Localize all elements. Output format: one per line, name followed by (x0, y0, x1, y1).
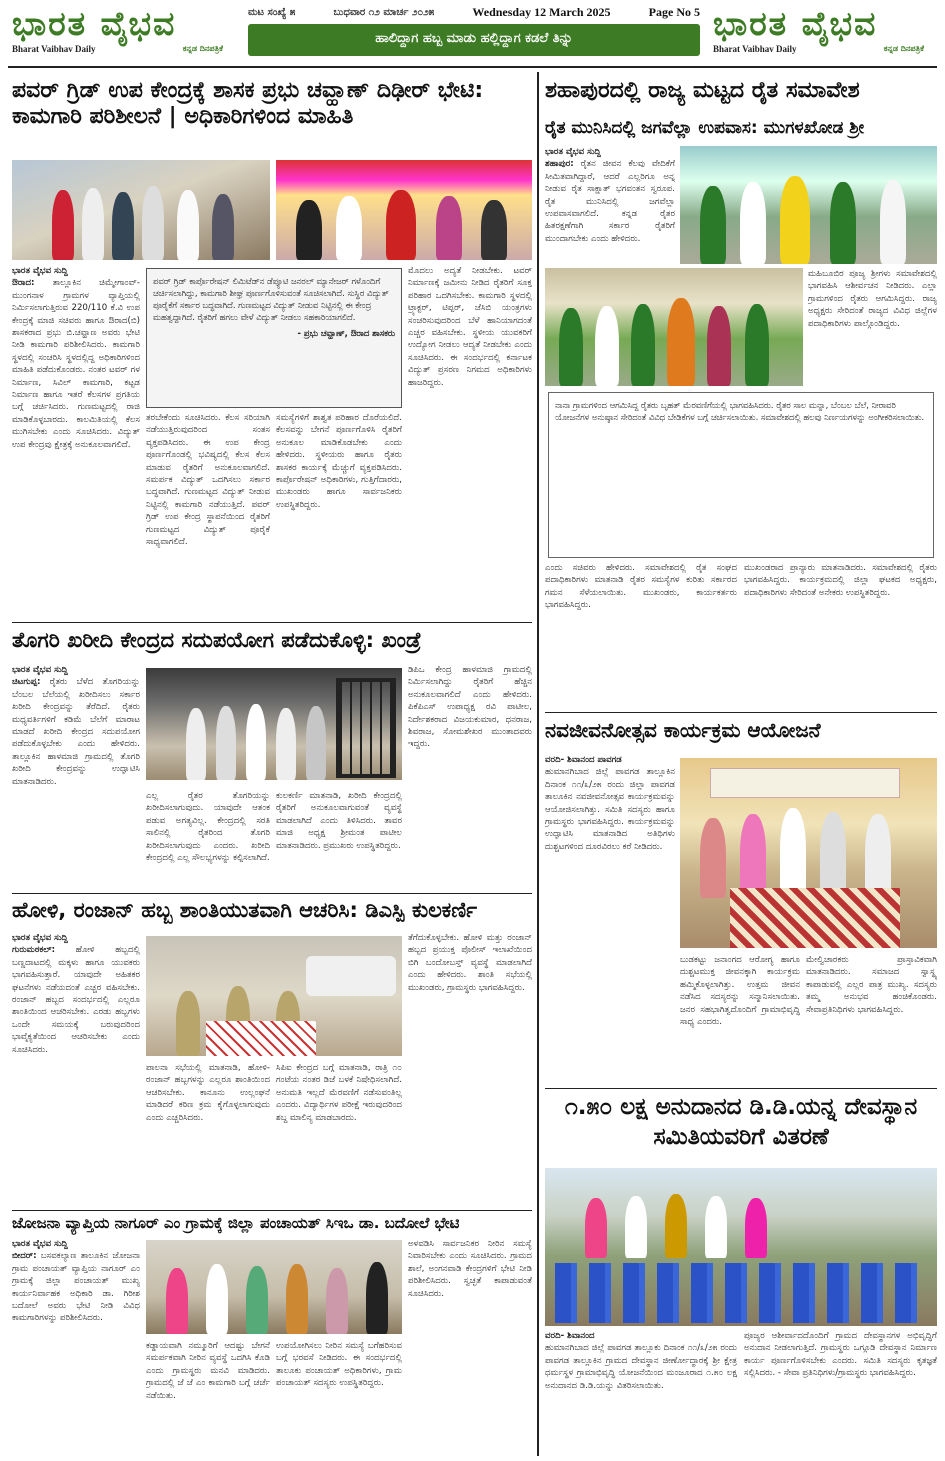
date-english: Wednesday 12 March 2025 (472, 4, 611, 19)
article-farmers-col3: ಎಂದು ಸಚಿವರು ಹೇಳಿದರು. ಸಮಾವೇಶದಲ್ಲಿ ರೈತ ಸಂಘದ ಪದಾಧಿಕಾರಿಗಳು ಮಾತನಾಡಿ ರೈತರ ಸಮಸ್ಯೆಗಳ ಕುರಿತು ಸರ್ಕಾರದ ಗಮನ ಸೆಳೆಯಲಾಯಿತು. ಮುಖಂಡರು, ಕಾರ್ಯಕರ್ತರು ಭಾಗವಹಿಸಿದ್ದರು. (545, 563, 737, 611)
photo-farmers-stage (545, 268, 803, 386)
article-holi-col4: ತೆಗೆದುಕೊಳ್ಳಬೇಕು. ಹೋಳಿ ಮತ್ತು ರಂಜಾನ್ ಹಬ್ಬದ ಪ್ರಯುಕ್ತ ಪೊಲೀಸ್ ಇಲಾಖೆಯಿಂದ ಬಿಗಿ ಬಂದೋಬಸ್ತ್ ವ್ಯವಸ್ಥೆ ಮಾಡಲಾಗಿದೆ ಎಂದು ಹೇಳಿದರು. ಶಾಂತಿ ಸಭೆಯಲ್ಲಿ ಮುಖಂಡರು, ಗ್ರಾಮಸ್ಥರು ಭಾಗವಹಿಸಿದ್ದರು. (408, 933, 532, 993)
headline-temple-grant: ೧.೫೦ ಲಕ್ಷ ಅನುದಾನದ ಡಿ.ಡಿ.ಯನ್ನ ದೇವಸ್ಥಾನ ಸಮಿತಿಯವರಿಗೆ ವಿತರಣೆ (564, 1094, 918, 1150)
byline: ಭಾರತ ವೈಭವ ಸುದ್ದಿ (12, 665, 68, 675)
dateline: ಬೀದರ್: (12, 1251, 37, 1262)
page-number: Page No 5 (648, 4, 700, 19)
article-thogari-col4: ಡಿಪಿಒ ಕೇಂದ್ರ ಹಾಳಮಾಜಿ ಗ್ರಾಮದಲ್ಲಿ ನಿರ್ಮಿಸಲಾಗಿದ್ದು ರೈತರಿಗೆ ಹೆಚ್ಚಿನ ಅನುಕೂಲವಾಗಲಿದೆ ಎಂದು ಹೇಳಿದರು. ಪಿಕೆಪಿಎಸ್ ಉಪಾಧ್ಯಕ್ಷ ರವಿ ಪಾಟೀಲ, ನಿರ್ದೇಶಕರಾದ ವಿಜಯಕುಮಾರ, ಧನರಾಜ, ಶಿವರಾಜ, ಸೋಮಶೇಖರ ಮುಂತಾದವರು ಇದ್ದರು. (408, 665, 532, 750)
byline: ಭಾರತ ವೈಭವ ಸುದ್ದಿ (545, 147, 601, 157)
photo-temple-grant (545, 1168, 937, 1326)
article-farmers-col2: ಮಹಿಬೂಬಿರ ಪೂಜ್ಯ ಶ್ರೀಗಳು ಸಮಾವೇಶದಲ್ಲಿ ಭಾಗವಹಿಸಿ ಆಶೀರ್ವಚನ ನೀಡಿದರು. ಎಲ್ಲಾ ಗ್ರಾಮಗಳಿಂದ ರೈತರು ಆಗಮಿಸಿದ್ದರು. ರಾಜ್ಯ ಅಧ್ಯಕ್ಷರು ಸೇರಿದಂತೆ ರಾಜ್ಯದ ವಿವಿಧ ಜಿಲ್ಲೆಗಳ ಪದಾಧಿಕಾರಿಗಳು ಪಾಲ್ಗೊಂಡಿದ್ದರು. (808, 269, 937, 329)
date-kannada: ಬುಧವಾರ ೧೨ ಮಾರ್ಚ ೨೦೨೫ (333, 6, 435, 18)
headline-thogari: ತೊಗರಿ ಖರೀದಿ ಕೇಂದ್ರದ ಸದುಪಯೋಗ ಪಡೆದುಕೊಳ್ಳಿ: ಖಂಡ್ರೆ (12, 628, 422, 652)
article-ceo-col3: ಉಪಯೋಗಿಸಲು ನೀರಿನ ಸಮಸ್ಯೆ ಬಗೆಹರಿಸುವ ಬಗ್ಗೆ ಭರವಸೆ ನೀಡಿದರು. ಈ ಸಂದರ್ಭದಲ್ಲಿ ತಾಲೂಕು ಪಂಚಾಯತ್ ಅಧಿಕಾರಿಗಳು, ಗ್ರಾಮ ಪಂಚಾಯತ್ ಸದಸ್ಯರು ಉಪಸ್ಥಿತರಿದ್ದರು. (276, 1341, 402, 1389)
byline: ಭಾರತ ವೈಭವ ಸುದ್ದಿ (12, 1239, 68, 1249)
masthead-right (713, 4, 938, 62)
headline-power-grid: ಪವರ್ ಗ್ರಿಡ್ ಉಪ ಕೇಂದ್ರಕ್ಕೆ ಶಾಸಕ ಪ್ರಭು ಚವ್ಹಾಣ್ ದಿಢೀರ್ ಭೇಟಿ: ಕಾಮಗಾರಿ ಪರಿಶೀಲನೆ | ಅಧಿಕಾರಿಗಳಿಂದ ಮಾಹಿತಿ (12, 78, 484, 130)
article-holi-col1 (12, 932, 140, 1207)
article-ceo-col4: ಅಳವಡಿಸಿ ಸಾರ್ವಜನಿಕರ ನೀರಿನ ಸಮಸ್ಯೆ ನಿವಾರಿಸಬೇಕು ಎಂದು ಸೂಚಿಸಿದರು. ಗ್ರಾಮದ ಶಾಲೆ, ಅಂಗನವಾಡಿ ಕೇಂದ್ರಗಳಿಗೆ ಭೇಟಿ ನೀಡಿ ಪರಿಶೀಲಿಸಿದರು. ಸ್ವಚ್ಛತೆ ಕಾಪಾಡುವಂತೆ ಸೂಚಿಸಿದರು. (408, 1239, 532, 1299)
body-text: ಹುಮಾನಗಿಬಾದ ಜಿಲ್ಲೆ ಪಾವಗಡ ತಾಲ್ಲೂಕಿನ ದಿನಾಂಕ ೧೧/೩/೨೫ ರಂದು ಜಿಲ್ಲಾ ಪಾವಗಡ ತಾಲೂಕಿನ ನವಜೀವನೋತ್ಸವ ಕಾರ್ಯಕ್ರಮವನ್ನು ಆಯೋಜಿಸಲಾಗಿತ್ತು. ಸಮಿತಿ ಸದಸ್ಯರು ಹಾಗೂ ಗ್ರಾಮಸ್ಥರು ಭಾಗವಹಿಸಿದ್ದರು. ಕಾರ್ಯಕ್ರಮವನ್ನು ಉದ್ಘಾಟಿಸಿ ಮಾತನಾಡಿದ ಅತಿಥಿಗಳು ದುಶ್ಚಟಗಳಿಂದ ದೂರವಿರಲು ಕರೆ ನೀಡಿದರು. (545, 767, 675, 852)
photo-peace-meeting (146, 936, 402, 1056)
body-text: ತಾಲ್ಲೂಕಿನ ಚಿಮ್ಮೇಗಾಂವ್-ಮುಂಗನಾಳ ಗ್ರಾಮಗಳ ವ್ಯಾಪ್ತಿಯಲ್ಲಿ ನಿರ್ಮಿಸಲಾಗುತ್ತಿರುವ 220/110 ಕೆ.ವಿ ಉಪ ಕೇಂದ್ರಕ್ಕೆ ಮಾಜಿ ಸಚಿವರು ಹಾಗೂ ಔರಾದ(ಬಿ) ಶಾಸಕರಾದ ಪ್ರಭು ಬಿ.ಚವ್ಹಾಣ ಅವರು ಭೇಟಿ ನೀಡಿ ಕಾಮಗಾರಿ ಪರಿಶೀಲಿಸಿದರು. ಕಾಮಗಾರಿ ಸ್ಥಳದಲ್ಲಿ ಸಂಚರಿಸಿ ಸ್ಥಳದಲ್ಲಿದ್ದ ಅಧಿಕಾರಿಗಳಿಂದ ಮಾಹಿತಿ ಪಡೆದುಕೊಂಡರು. ನಂತರ ಟವರ್ ಗಳ ನಿರ್ಮಾಣ, ಸಿವಿಲ್ ಕಾಮಗಾರಿ, ಕಟ್ಟಡ ನಿರ್ಮಾಣ ಹಾಗೂ ಇತರೆ ಕೆಲಸಗಳ ಪ್ರಗತಿಯ ಬಗ್ಗೆ ಚರ್ಚಿಸಿದರು. ಗುಣಮಟ್ಟದಲ್ಲಿ ರಾಜಿ ಮಾಡಿಕೊಳ್ಳಬಾರದು. ಕಾಲಮಿತಿಯಲ್ಲಿ ಕೆಲಸ ಮುಗಿಸಬೇಕು ಎಂದು ಸೂಚಿಸಿದರು. ವಿದ್ಯುತ್ ಉಪ ಕೇಂದ್ರವು ಕ್ಷೇತ್ರಕ್ಕೆ ಅನುಕೂಲವಾಗಲಿದೆ. (12, 278, 140, 450)
masthead-tagline: ಕನ್ನಡ ದಿನಪತ್ರಿಕೆ (182, 44, 223, 53)
photo-power-grid-site (12, 160, 270, 260)
article-thogari-col2: ಎಲ್ಲ ರೈತರ ತೊಗರಿಯನ್ನು ಖರೀದಿಸಲಾಗುವುದು. ಯಾವುದೇ ಆತಂಕ ಪಡುವ ಅಗತ್ಯವಿಲ್ಲ. ಕೇಂದ್ರದಲ್ಲಿ ಸರತಿ ಸಾಲಿನಲ್ಲಿ ರೈತರಿಂದ ತೊಗರಿ ಖರೀದಿಸಲಾಗುವುದು ಎಂದರು. ಖರೀದಿ ಕೇಂದ್ರದಲ್ಲಿ ಎಲ್ಲ ಸೌಲಭ್ಯಗಳನ್ನು ಕಲ್ಪಿಸಲಾಗಿದೆ. (146, 791, 270, 864)
headline-holi-ramzan: ಹೋಳಿ, ರಂಜಾನ್ ಹಬ್ಬ ಶಾಂತಿಯುತವಾಗಿ ಆಚರಿಸಿ: ಡಿಎಸ್ಪಿ ಕುಲಕರ್ಣಿ (12, 898, 477, 922)
headline-farmers-convention: ಶಹಾಪುರದಲ್ಲಿ ರಾಜ್ಯ ಮಟ್ಟದ ರೈತ ಸಮಾವೇಶ (545, 78, 860, 103)
article-navajeevan-col1 (545, 754, 675, 954)
article-power-grid-col4: ಮೊದಲು ಅದ್ಯತೆ ನೀಡಬೇಕು. ಟವರ್ ನಿರ್ಮಾಣಕ್ಕೆ ಜಮೀನು ನೀಡಿದ ರೈತರಿಗೆ ಸೂಕ್ತ ಪರಿಹಾರ ಒದಗಿಸಬೇಕು. ಕಾಮಗಾರಿ ಸ್ಥಳದಲ್ಲಿ ಟ್ರ್ಯಾಕ್ಟರ್, ಟಿಪ್ಪರ್, ಜೆಸಿಬಿ ಯಂತ್ರಗಳು ಸಂಚರಿಸುವುದರಿಂದ ಬೆಳೆ ಹಾನಿಯಾಗದಂತೆ ಎಚ್ಚರ ವಹಿಸಬೇಕು. ಸ್ಥಳೀಯ ಯುವಕರಿಗೆ ಉದ್ಯೋಗ ನೀಡಲು ಆದ್ಯತೆ ನೀಡಬೇಕು ಎಂದು ಸೂಚಿಸಿದರು. ಈ ಸಂದರ್ಭದಲ್ಲಿ ಕರ್ನಾಟಕ ವಿದ್ಯುತ್ ಪ್ರಸರಣ ನಿಗಮದ ಅಧಿಕಾರಿಗಳು ಹಾಜರಿದ್ದರು. (408, 266, 532, 388)
masthead-subtitle-right: Bharat Vaibhav Daily (713, 44, 797, 54)
article-divider (545, 712, 937, 713)
body-text: ಬಸವಕಲ್ಯಾಣ ತಾಲೂಕಿನ ಜೋಜನಾ ಗ್ರಾಮ ಪಂಚಾಯತ್ ವ್ಯಾಪ್ತಿಯ ನಾಗೂರ್ ಎಂ ಗ್ರಾಮಕ್ಕೆ ಜಿಲ್ಲಾ ಪಂಚಾಯತ್ ಮುಖ್ಯ ಕಾರ್ಯನಿರ್ವಾಹಕ ಅಧಿಕಾರಿ ಡಾ. ಗಿರೀಶ ಬದೋಲೆ ಅವರು ಭೇಟಿ ನೀಡಿ ವಿವಿಧ ಕಾಮಗಾರಿಗಳನ್ನು ಪರಿಶೀಲಿಸಿದರು. (12, 1251, 140, 1324)
issue-bar (248, 4, 700, 20)
article-divider (545, 1088, 937, 1089)
body-text: ರೈತನ ಜೀವನ ಕೆಲವು ವೇದಿಕೆಗೆ ಸೀಮಿತವಾಗಿದ್ದಾರೆ, ಆದರೆ ಎಲ್ಲರಿಗೂ ಅನ್ನ ನೀಡುವ ರೈತ ಸಾಕ್ಷಾತ್ ಭಗವಂತನ ಸ್ವರೂಪ. ರೈತ ಮುನಿಸಿದಲ್ಲಿ ಜಗವೆಲ್ಲಾ ಉಪವಾಸವಾಗಲಿದೆ. ಕನ್ನಡ ರೈತರ ಹಿತರಕ್ಷಣೆಗಾಗಿ ಸರ್ಕಾರ ರೈತರಿಗೆ ಮುಂದಾಗಬೇಕು ಎಂದು ಹೇಳಿದರು. (545, 159, 675, 244)
photo-thogari-inauguration (146, 668, 402, 780)
masthead-subtitle: Bharat Vaibhav Daily (12, 44, 96, 54)
article-farmers-col1 (545, 146, 675, 262)
article-thogari-col3: ಕುಲಕರ್ಣಿ ಮಾತನಾಡಿ, ಖರೀದಿ ಕೇಂದ್ರದಲ್ಲಿ ರೈತರಿಗೆ ಅನುಕೂಲವಾಗುವಂತೆ ವ್ಯವಸ್ಥೆ ಮಾಡಲಾಗಿದೆ ಎಂದು ತಿಳಿಸಿದರು. ತಾವರ ಮಾಜಿ ಅಧ್ಯಕ್ಷ ಶ್ರೀಮಂತ ಪಾಟೀಲ ಮಾತನಾಡಿದರು. ಪ್ರಮುಖರು ಉಪಸ್ಥಿತರಿದ್ದರು. (276, 791, 402, 851)
article-divider (12, 1210, 532, 1211)
dateline: ಚಿಟಗುಪ್ಪ: (12, 677, 41, 688)
dateline: ಔರಾದ: (12, 278, 35, 289)
subhead-farmers-convention: ರೈತ ಮುನಿಸಿದಲ್ಲಿ ಜಗವೆಲ್ಲಾ ಉಪವಾಸ: ಮುಗಳಖೋಡ ಶ್ರೀ (545, 118, 865, 138)
article-divider (12, 893, 532, 894)
dateline: ಗುರುಮಠಕಲ್: (12, 945, 56, 956)
article-temple-col1 (545, 1330, 737, 1456)
dateline: ಶಹಾಪುರ: (545, 159, 574, 170)
photo-ceo-visit (146, 1240, 402, 1334)
article-temple-col2: ಪೂಜ್ಯರ ಆಶೀರ್ವಾದದೊಂದಿಗೆ ಗ್ರಾಮದ ದೇವಸ್ಥಾನಗಳ ಅಭಿವೃದ್ಧಿಗೆ ಅನುದಾನ ನೀಡಲಾಗುತ್ತಿದೆ. ಗ್ರಾಮಸ್ಥರು ಒಗ್ಗೂಡಿ ದೇವಸ್ಥಾನ ನಿರ್ಮಾಣ ಕಾರ್ಯ ಪೂರ್ಣಗೊಳಿಸಬೇಕು ಎಂದರು. ಸಮಿತಿ ಸದಸ್ಯರು ಕೃತಜ್ಞತೆ ಸಲ್ಲಿಸಿದರು. - ಸೇವಾ ಪ್ರತಿನಿಧಿಗಳು/ಗ್ರಾಮಸ್ಥರು ಭಾಗವಹಿಸಿದ್ದರು. (744, 1331, 937, 1379)
byline: ವರದಿ- ಶಿವಾನಂದ (545, 1331, 595, 1341)
masthead-title-right: ಭಾರತ ವೈಭವ (713, 4, 878, 43)
body-text: ಹುಮಾನಗಿಬಾದ ಜಿಲ್ಲೆ ಪಾವಗಡ ತಾಲ್ಲೂಕು ದಿನಾಂಕ ೧೧/೩/೨೫ ರಂದು ಪಾವಗಡ ತಾಲ್ಲೂಕಿನ ಗ್ರಾಮದ ದೇವಸ್ಥಾನ ಜೀರ್ಣೋದ್ಧಾರಕ್ಕೆ ಶ್ರೀ ಕ್ಷೇತ್ರ ಧರ್ಮಸ್ಥಳ ಗ್ರಾಮಾಭಿವೃದ್ಧಿ ಯೋಜನೆಯಿಂದ ಮಂಜೂರಾದ ೧.೫೦ ಲಕ್ಷ ಅನುದಾನದ ಡಿ.ಡಿ.ಯನ್ನು ವಿತರಿಸಲಾಯಿತು. (545, 1343, 737, 1391)
article-holi-col2: ಪಾಲನಾ ಸಭೆಯಲ್ಲಿ ಮಾತನಾಡಿ, ಹೋಳಿ-ರಂಜಾನ್ ಹಬ್ಬಗಳನ್ನು ಎಲ್ಲರೂ ಶಾಂತಿಯಿಂದ ಆಚರಿಸಬೇಕು. ಕಾನೂನು ಉಲ್ಲಂಘನೆ ಮಾಡಿದರೆ ಕಠಿಣ ಕ್ರಮ ಕೈಗೊಳ್ಳಲಾಗುವುದು ಎಂದು ಎಚ್ಚರಿಸಿದರು. (146, 1063, 270, 1123)
photo-navajeevan-event (680, 758, 937, 948)
issue-number: ಮಟ ಸಂಖ್ಯೆ ೫ (248, 6, 296, 18)
slogan-bar: ಹಾಲಿದ್ದಾಗ ಹಬ್ಬ ಮಾಡು ಹಲ್ಲಿದ್ದಾಗ ಕಡಲೆ ತಿನ್ನು (248, 24, 700, 56)
byline: ಭಾರತ ವೈಭವ ಸುದ್ದಿ (12, 266, 68, 276)
top-rule (8, 66, 937, 68)
article-ceo-col1 (12, 1238, 140, 1456)
headline-navajeevanotsava: ನವಜೀವನೋತ್ಸವ ಕಾರ್ಯಕ್ರಮ ಆಯೋಜನೆ (545, 718, 821, 742)
article-divider (12, 622, 532, 623)
article-power-grid-col2: ತರಬೇಕೆಂದು ಸೂಚಿಸಿದರು. ಕೆಲಸ ಸರಿಯಾಗಿ ನಡೆಯುತ್ತಿರುವುದರಿಂದ ಸಂತಸ ವ್ಯಕ್ತಪಡಿಸಿದರು. ಈ ಉಪ ಕೇಂದ್ರ ಪೂರ್ಣಗೊಂಡಲ್ಲಿ ಭವಿಷ್ಯದಲ್ಲಿ ಕೆಲಸ ಕೆಲಸ ಮಾಡುವ ರೈತರಿಗೆ ಅನುಕೂಲವಾಗಲಿದೆ. ಸಮರ್ಪಕ ವಿದ್ಯುತ್ ಒದಗಿಸಲು ಸರ್ಕಾರ ಬದ್ಧವಾಗಿದೆ. ಗುಣಮಟ್ಟದ ವಿದ್ಯುತ್ ನೀಡುವ ನಿಟ್ಟಿನಲ್ಲಿ ಕಾಮಗಾರಿ ನಡೆಯುತ್ತಿದೆ. ಪವರ್ ಗ್ರಿಡ್ ಉಪ ಕೇಂದ್ರ ಸ್ಥಾಪನೆಯಿಂದ ರೈತರಿಗೆ ಗುಣಮಟ್ಟದ ವಿದ್ಯುತ್ ಪೂರೈಕೆ ಸಾಧ್ಯವಾಗಲಿದೆ. (146, 413, 270, 548)
byline: ಭಾರತ ವೈಭವ ಸುದ್ದಿ (12, 933, 68, 943)
article-thogari-col1 (12, 664, 140, 889)
body-text: ರೈತರು ಬೆಳೆದ ತೊಗರಿಯನ್ನು ಬೆಂಬಲ ಬೆಲೆಯಲ್ಲಿ ಖರೀದಿಸಲು ಸರ್ಕಾರ ಖರೀದಿ ಕೇಂದ್ರವನ್ನು ತೆರೆದಿದೆ. ರೈತರು ಮಧ್ಯವರ್ತಿಗಳಿಗೆ ಕಡಿಮೆ ಬೆಲೆಗೆ ಮಾರಾಟ ಮಾಡದೆ ಖರೀದಿ ಕೇಂದ್ರದ ಸದುಪಯೋಗ ಪಡೆದುಕೊಳ್ಳಬೇಕು ಎಂದು ಹೇಳಿದರು. ತಾಲ್ಲೂಕಿನ ಹಾಳಮಾಜಿ ಗ್ರಾಮದಲ್ಲಿ ತೊಗರಿ ಖರೀದಿ ಕೇಂದ್ರವನ್ನು ಉದ್ಘಾಟಿಸಿ ಮಾತನಾಡಿದರು. (12, 677, 140, 787)
quote-text: ಪವರ್ ಗ್ರಿಡ್ ಕಾರ್ಪೊರೇಷನ್ ಲಿಮಿಟೆಡ್‌ನ ಡೆಪ್ಯೂಟಿ ಜನರಲ್ ಮ್ಯಾನೇಜರ್ ಗಳೊಂದಿಗೆ ಚರ್ಚಿಸಲಾಗಿದ್ದು, ಕಾಮಗಾರಿ ಶೀಘ್ರ ಪೂರ್ಣಗೊಳಿಸುವಂತೆ ಸೂಚಿಸಲಾಗಿದೆ. ಸುಸ್ಥಿರ ವಿದ್ಯುತ್ ಪೂರೈಕೆಗೆ ಸರ್ಕಾರ ಬದ್ಧವಾಗಿದೆ. ಗುಣಮಟ್ಟದ ವಿದ್ಯುತ್ ನೀಡುವ ನಿಟ್ಟಿನಲ್ಲಿ ಈ ಕೇಂದ್ರ ಮಹತ್ವದ್ದಾಗಿದೆ. ರೈತರಿಗೆ ಹಗಲು ವೇಳೆ ವಿದ್ಯುತ್ ನೀಡಲು ಸಹಕಾರಿಯಾಗಲಿದೆ. (153, 276, 389, 322)
article-power-grid-col1 (12, 265, 140, 617)
photo-power-grid-meeting (276, 160, 532, 260)
farmers-box: ನಾನಾ ಗ್ರಾಮಗಳಿಂದ ಆಗಮಿಸಿದ್ದ ರೈತರು ಬೃಹತ್ ಮೆರವಣಿಗೆಯಲ್ಲಿ ಭಾಗವಹಿಸಿದರು. ರೈತರ ಸಾಲ ಮನ್ನಾ, ಬೆಂಬಲ ಬೆಲೆ, ನೀರಾವರಿ ಯೋಜನೆಗಳ ಅನುಷ್ಠಾನ ಸೇರಿದಂತೆ ವಿವಿಧ ಬೇಡಿಕೆಗಳ ಬಗ್ಗೆ ಚರ್ಚಿಸಲಾಯಿತು. ಸಮಾವೇಶದಲ್ಲಿ ಹಲವು ನಿರ್ಣಯಗಳನ್ನು ಅಂಗೀಕರಿಸಲಾಯಿತು. (548, 392, 934, 558)
masthead-left (12, 4, 237, 62)
body-text: ಹೋಳಿ ಹಬ್ಬದಲ್ಲಿ ಬಣ್ಣದಾಟದಲ್ಲಿ ಮಕ್ಕಳು ಹಾಗೂ ಯುವಕರು ಭಾಗವಹಿಸುತ್ತಾರೆ. ಯಾವುದೇ ಅಹಿತಕರ ಘಟನೆಗಳು ನಡೆಯದಂತೆ ಎಚ್ಚರ ವಹಿಸಬೇಕು. ರಂಜಾನ್ ಹಬ್ಬದ ಸಂದರ್ಭದಲ್ಲಿ ಎಲ್ಲರೂ ಶಾಂತಿಯಿಂದ ಆಚರಿಸಬೇಕು. ಎರಡು ಹಬ್ಬಗಳು ಒಂದೇ ಸಮಯಕ್ಕೆ ಬರುವುದರಿಂದ ಭಾವೈಕ್ಯತೆಯಿಂದ ಆಚರಿಸಬೇಕು ಎಂದು ಸೂಚಿಸಿದರು. (12, 945, 140, 1055)
photo-farmers-rally (680, 146, 937, 264)
headline-ceo-visit: ಜೋಜನಾ ವ್ಯಾಪ್ತಿಯ ನಾಗೂರ್ ಎಂ ಗ್ರಾಮಕ್ಕೆ ಜಿಲ್ಲಾ ಪಂಚಾಯತ್ ಸಿಇಒ ಡಾ. ಬದೋಲೆ ಭೇಟಿ (12, 1214, 460, 1232)
byline: ವರದಿ- ಶಿವಾನಂದ ಪಾವಗಡ (545, 755, 622, 765)
quote-box (146, 268, 402, 408)
masthead-tagline-right: ಕನ್ನಡ ದಿನಪತ್ರಿಕೆ (883, 44, 924, 53)
masthead-title: ಭಾರತ ವೈಭವ (12, 4, 177, 43)
article-power-grid-col3: ಸಮಸ್ಯೆಗಳಿಗೆ ಶಾಶ್ವತ ಪರಿಹಾರ ದೊರೆಯಲಿದೆ. ಕೆಲಸವನ್ನು ಬೇಗನೆ ಪೂರ್ಣಗೊಳಿಸಿ ರೈತರಿಗೆ ಅನುಕೂಲ ಮಾಡಿಕೊಡಬೇಕು ಎಂದು ಹೇಳಿದರು. ಸ್ಥಳೀಯರು ಹಾಗೂ ರೈತರು ಶಾಸಕರ ಕಾರ್ಯಕ್ಕೆ ಮೆಚ್ಚುಗೆ ವ್ಯಕ್ತಪಡಿಸಿದರು. ಕಾರ್ಪೊರೇಷನ್ ಅಧಿಕಾರಿಗಳು, ಗುತ್ತಿಗೆದಾರರು, ಮುಖಂಡರು ಹಾಗೂ ಸಾರ್ವಜನಿಕರು ಉಪಸ್ಥಿತರಿದ್ದರು. (276, 413, 402, 510)
article-ceo-col2: ಕಡ್ಡಾಯವಾಗಿ ನಮ್ಮೂರಿಗೆ ಆದಷ್ಟು ಬೇಗನೆ ಸಮರ್ಪಕವಾಗಿ ನೀರಿನ ವ್ಯವಸ್ಥೆ ಒದಗಿಸಿ ಕೊಡಿ ಎಂದು ಗ್ರಾಮಸ್ಥರು ಮನವಿ ಮಾಡಿದರು. ಗ್ರಾಮದಲ್ಲಿ ಜೆ ಜೆ ಎಂ ಕಾಮಗಾರಿ ಬಗ್ಗೆ ಚರ್ಚೆ ನಡೆಯಿತು. (146, 1341, 270, 1401)
article-navajeevan-col2: ಬುಡಕಟ್ಟು ಜನಾಂಗದ ಆರೋಗ್ಯ ಹಾಗೂ ದುಶ್ಚಟಮುಕ್ತ ಜೀವನಕ್ಕಾಗಿ ಕಾರ್ಯಕ್ರಮ ಹಮ್ಮಿಕೊಳ್ಳಲಾಗಿತ್ತು. ಉತ್ತಮ ಜೀವನ ನಡೆಸಿದ ಸದಸ್ಯರನ್ನು ಸನ್ಮಾನಿಸಲಾಯಿತು. ಜನರ ಸಹಭಾಗಿತ್ವದೊಂದಿಗೆ ಗ್ರಾಮಾಭಿವೃದ್ಧಿ ಸಾಧ್ಯ ಎಂದರು. (680, 955, 800, 1028)
quote-author: - ಪ್ರಭು ಚವ್ಹಾಣ್, ಔರಾದ ಶಾಸಕರು (297, 328, 395, 338)
column-divider (537, 72, 539, 1456)
article-holi-col3: ಸಿಪಿಐ ಕೇಂದ್ರದ ಬಗ್ಗೆ ಮಾತನಾಡಿ, ರಾತ್ರಿ ೧೦ ಗಂಟೆಯ ನಂತರ ಡಿಜೆ ಬಳಕೆ ನಿಷೇಧಿಸಲಾಗಿದೆ. ಅನುಮತಿ ಇಲ್ಲದೆ ಮೆರವಣಿಗೆ ನಡೆಸುವಂತಿಲ್ಲ ಎಂದರು. ವಿದ್ಯಾರ್ಥಿಗಳ ಪರೀಕ್ಷೆ ಇರುವುದರಿಂದ ಶಬ್ದ ಮಾಲಿನ್ಯ ಮಾಡಬಾರದು. (276, 1063, 402, 1123)
article-farmers-col4: ಮುಖಂಡರಾದ ಪ್ರಾನ್ಯಾರು ಮಾತನಾಡಿದರು. ಸಮಾವೇಶದಲ್ಲಿ ರೈತರು ಭಾಗವಹಿಸಿದ್ದರು. ಕಾರ್ಯಕ್ರಮದಲ್ಲಿ ಜಿಲ್ಲಾ ಘಟಕದ ಅಧ್ಯಕ್ಷರು, ಪದಾಧಿಕಾರಿಗಳು ಸೇರಿದಂತೆ ಅನೇಕರು ಉಪಸ್ಥಿತರಿದ್ದರು. (744, 563, 937, 598)
article-navajeevan-col3: ಮೇಲ್ವಿಚಾರಕರು ಪ್ರಾಸ್ತಾವಿಕವಾಗಿ ಮಾತನಾಡಿದರು. ಸಮಾಜದ ಸ್ವಾಸ್ಥ್ಯ ಕಾಪಾಡುವಲ್ಲಿ ಎಲ್ಲರ ಪಾತ್ರ ಮುಖ್ಯ. ಸದಸ್ಯರು ತಮ್ಮ ಅನುಭವ ಹಂಚಿಕೊಂಡರು. ಸೇವಾಪ್ರತಿನಿಧಿಗಳು ಭಾಗವಹಿಸಿದ್ದರು. (806, 955, 937, 1015)
